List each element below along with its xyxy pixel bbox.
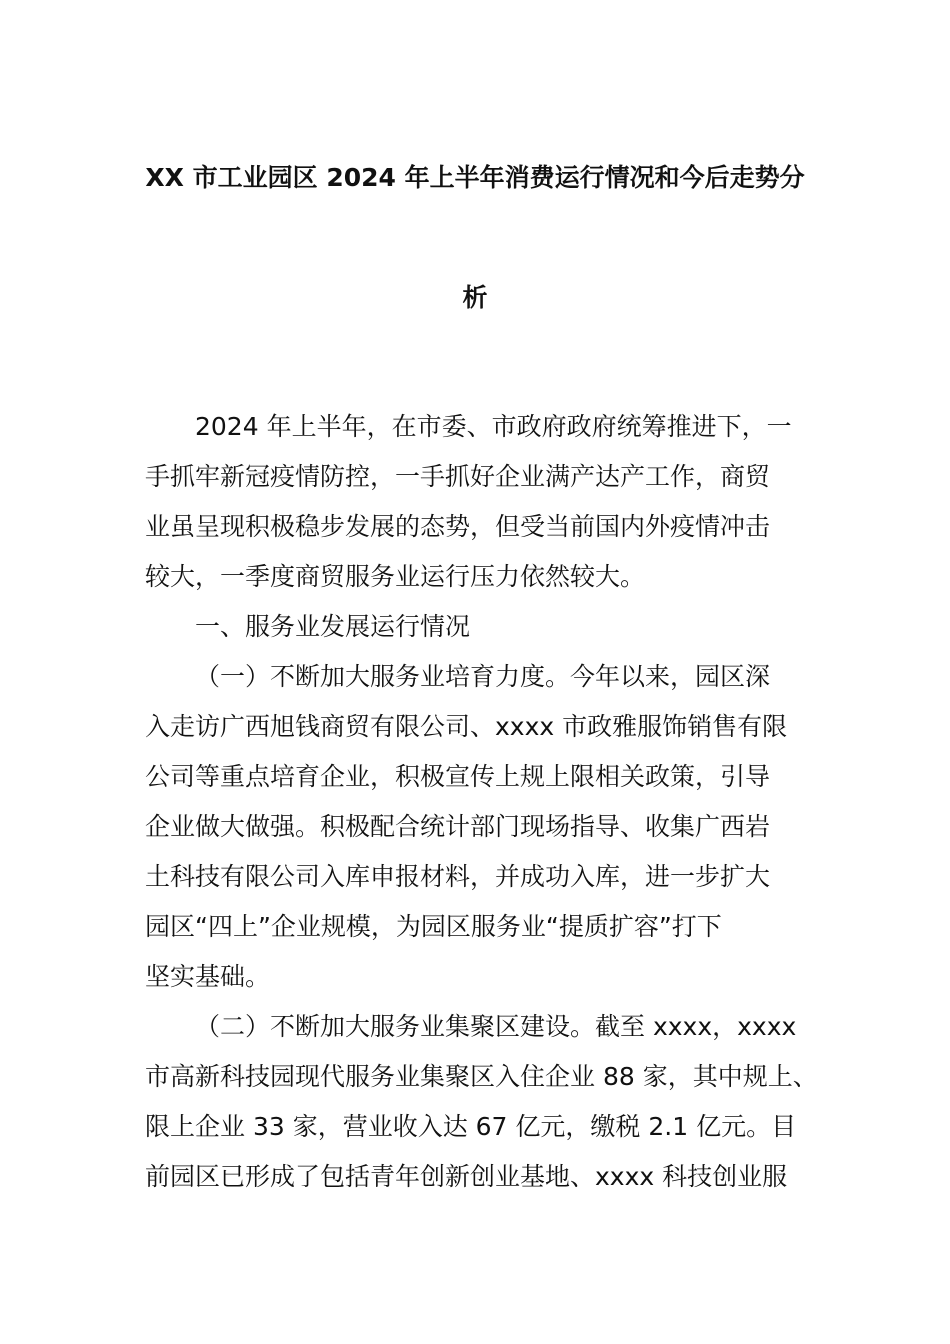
body-line: 企业做大做强。积极配合统计部门现场指导、收集广西岩 (145, 812, 771, 841)
body-line: 限上企业 33 家，营业收入达 67 亿元，缴税 2.1 亿元。目 (145, 1112, 797, 1141)
document-body (145, 402, 818, 1202)
body-line: 2024 年上半年，在市委、市政府政府统筹推进下，一 (195, 412, 792, 441)
body-line: 业虽呈现积极稳步发展的态势，但受当前国内外疫情冲击 (145, 512, 771, 541)
body-line: 园区“四上”企业规模，为园区服务业“提质扩容”打下 (145, 912, 722, 941)
section-heading: 一、服务业发展运行情况 (195, 612, 471, 641)
body-line: 入走访广西旭钱商贸有限公司、xxxx 市政雅服饰销售有限 (145, 712, 788, 741)
document-title-line-1: XX 市工业园区 2024 年上半年消费运行情况和今后走势分 (145, 163, 805, 192)
body-line: （一）不断加大服务业培育力度。今年以来，园区深 (195, 662, 771, 691)
body-line: 坚实基础。 (145, 962, 271, 991)
body-line: 手抓牢新冠疫情防控，一手抓好企业满产达产工作，商贸 (145, 462, 771, 491)
body-line: 前园区已形成了包括青年创新创业基地、xxxx 科技创业服 (145, 1162, 788, 1191)
body-line: （二）不断加大服务业集聚区建设。截至 xxxx，xxxx (195, 1012, 797, 1041)
body-line: 较大，一季度商贸服务业运行压力依然较大。 (145, 562, 646, 591)
body-line: 公司等重点培育企业，积极宣传上规上限相关政策，引导 (145, 762, 771, 791)
body-line: 市高新科技园现代服务业集聚区入住企业 88 家，其中规上、 (145, 1062, 818, 1091)
body-line: 土科技有限公司入库申报材料，并成功入库，进一步扩大 (145, 862, 771, 891)
document-title-line-2: 析 (462, 283, 488, 312)
